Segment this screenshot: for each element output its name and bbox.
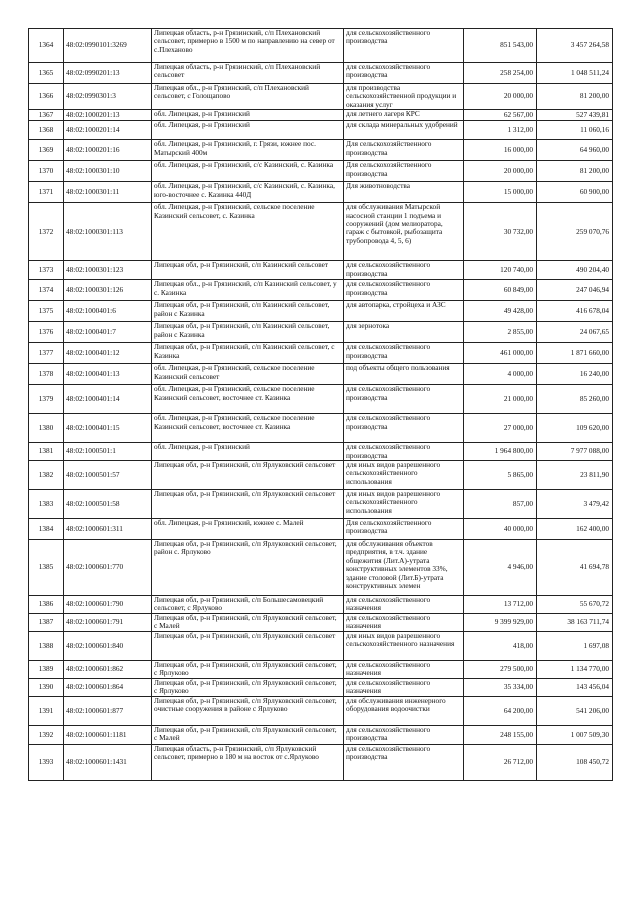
row-number-cell: 1380 (29, 414, 64, 443)
cadastral-number-cell: 48:02:1000201:13 (64, 110, 152, 121)
area-value-cell: 20 000,00 (464, 84, 537, 110)
cadastral-number-cell: 48:02:1000601:791 (64, 614, 152, 632)
address-cell: Липецкая область, р-н Грязинский, с/п Ярлуковский сельсовет, примерно в 180 м на восток от с.Ярлуково (152, 745, 344, 781)
cadastral-number-cell: 48:02:0990301:3 (64, 84, 152, 110)
table-row (29, 661, 613, 679)
permitted-use-cell: для иных видов разрешенного сельскохозяйственного использования (344, 461, 464, 490)
permitted-use-cell: для сельскохозяйственного производства (344, 261, 464, 280)
row-number-cell: 1372 (29, 203, 64, 261)
permitted-use-cell: для сельскохозяйственного назначения (344, 661, 464, 679)
address-cell: Липецкая обл, р-н Грязинский, с/п Ярлуковский сельсовет (152, 461, 344, 490)
row-number-cell: 1371 (29, 182, 64, 203)
row-number-cell: 1376 (29, 322, 64, 343)
area-value-cell: 1 312,00 (464, 121, 537, 140)
row-number-cell: 1390 (29, 679, 64, 697)
table-row (29, 679, 613, 697)
cadastral-value-cell: 3 479,42 (537, 490, 613, 519)
cadastral-value-cell: 60 900,00 (537, 182, 613, 203)
table-row (29, 63, 613, 84)
row-number-cell: 1384 (29, 519, 64, 540)
cadastral-number-cell: 48:02:1000601:1181 (64, 726, 152, 745)
address-cell: Липецкая область, р-н Грязинский, с/п Плехановский сельсовет, примерно в 1500 м по направлению на север от с.Плеханово (152, 29, 344, 63)
table-row (29, 280, 613, 301)
table-row (29, 364, 613, 385)
area-value-cell: 30 732,00 (464, 203, 537, 261)
cadastral-value-cell: 247 046,94 (537, 280, 613, 301)
cadastral-value-cell: 55 670,72 (537, 596, 613, 614)
address-cell: Липецкая обл, р-н Грязинский, с/п Ярлуковский сельсовет, с Ярлуково (152, 661, 344, 679)
row-number-cell: 1388 (29, 632, 64, 661)
permitted-use-cell: для производства сельскохозяйственной продукции и оказания услуг (344, 84, 464, 110)
cadastral-value-cell: 11 060,16 (537, 121, 613, 140)
address-cell: Липецкая обл, р-н Грязинский, с/п Ярлуковский сельсовет, с Ярлуково (152, 679, 344, 697)
table-row (29, 140, 613, 161)
address-cell: Липецкая обл., р-н Грязинский, с/п Казинский сельсовет, у с. Казинка (152, 280, 344, 301)
area-value-cell: 62 567,00 (464, 110, 537, 121)
cadastral-value-cell: 81 200,00 (537, 84, 613, 110)
area-value-cell: 35 334,00 (464, 679, 537, 697)
area-value-cell: 2 855,00 (464, 322, 537, 343)
cadastral-number-cell: 48:02:1000301:113 (64, 203, 152, 261)
permitted-use-cell: для сельскохозяйственного производства (344, 385, 464, 414)
area-value-cell: 279 500,00 (464, 661, 537, 679)
cadastral-value-cell: 7 977 088,00 (537, 443, 613, 461)
cadastral-value-cell: 109 620,00 (537, 414, 613, 443)
area-value-cell: 16 000,00 (464, 140, 537, 161)
permitted-use-cell: для обслуживания объектов предприятия, в т.ч. здание общежития (Лит.А)-утрата конструктивных элементов 33%, здание столовой (Лит.Б)-утрата конструктивных элемен (344, 540, 464, 596)
row-number-cell: 1387 (29, 614, 64, 632)
area-value-cell: 4 946,00 (464, 540, 537, 596)
area-value-cell: 26 712,00 (464, 745, 537, 781)
cadastral-value-cell: 3 457 264,58 (537, 29, 613, 63)
land-plots-table (28, 28, 613, 781)
cadastral-number-cell: 48:02:1000301:126 (64, 280, 152, 301)
area-value-cell: 20 000,00 (464, 161, 537, 182)
cadastral-value-cell: 143 456,04 (537, 679, 613, 697)
cadastral-number-cell: 48:02:1000401:13 (64, 364, 152, 385)
area-value-cell: 40 000,00 (464, 519, 537, 540)
row-number-cell: 1370 (29, 161, 64, 182)
cadastral-value-cell: 259 070,76 (537, 203, 613, 261)
table-row (29, 29, 613, 63)
cadastral-value-cell: 38 163 711,74 (537, 614, 613, 632)
area-value-cell: 64 200,00 (464, 697, 537, 726)
permitted-use-cell: для сельскохозяйственного производства (344, 414, 464, 443)
cadastral-number-cell: 48:02:1000601:790 (64, 596, 152, 614)
row-number-cell: 1366 (29, 84, 64, 110)
cadastral-number-cell: 48:02:0990201:13 (64, 63, 152, 84)
cadastral-number-cell: 48:02:0990101:3269 (64, 29, 152, 63)
permitted-use-cell: для сельскохозяйственного производства (344, 343, 464, 364)
row-number-cell: 1367 (29, 110, 64, 121)
area-value-cell: 15 000,00 (464, 182, 537, 203)
row-number-cell: 1385 (29, 540, 64, 596)
cadastral-number-cell: 48:02:1000201:16 (64, 140, 152, 161)
address-cell: Липецкая обл, р-н Грязинский, с/п Ярлуковский сельсовет (152, 632, 344, 661)
area-value-cell: 418,00 (464, 632, 537, 661)
address-cell: обл. Липецкая, р-н Грязинский, с/с Казинский, с. Казинка, юго-восточнее с. Казинка 440Д (152, 182, 344, 203)
row-number-cell: 1383 (29, 490, 64, 519)
address-cell: Липецкая обл, р-н Грязинский, с/п Ярлуковский сельсовет, очистные сооружения в районе с Ярлуково (152, 697, 344, 726)
table-row (29, 614, 613, 632)
cadastral-value-cell: 1 048 511,24 (537, 63, 613, 84)
cadastral-number-cell: 48:02:1000601:864 (64, 679, 152, 697)
address-cell: обл. Липецкая, р-н Грязинский, сельское поселение Казинский сельсовет, с. Казинка (152, 203, 344, 261)
table-row (29, 343, 613, 364)
table-row (29, 110, 613, 121)
permitted-use-cell: для сельскохозяйственного производства (344, 745, 464, 781)
area-value-cell: 857,00 (464, 490, 537, 519)
cadastral-number-cell: 48:02:1000401:6 (64, 301, 152, 322)
area-value-cell: 851 543,00 (464, 29, 537, 63)
row-number-cell: 1382 (29, 461, 64, 490)
table-row (29, 385, 613, 414)
cadastral-number-cell: 48:02:1000501:57 (64, 461, 152, 490)
cadastral-value-cell: 541 206,00 (537, 697, 613, 726)
address-cell: обл. Липецкая, р-н Грязинский, сельское поселение Казинский сельсовет, восточнее ст. Казинка (152, 414, 344, 443)
address-cell: Липецкая обл, р-н Грязинский, с/п Ярлуковский сельсовет, район с. Ярлуково (152, 540, 344, 596)
cadastral-number-cell: 48:02:1000601:770 (64, 540, 152, 596)
row-number-cell: 1375 (29, 301, 64, 322)
cadastral-value-cell: 416 678,04 (537, 301, 613, 322)
permitted-use-cell: для сельскохозяйственного производства (344, 29, 464, 63)
permitted-use-cell: Для сельскохозяйственного производства (344, 519, 464, 540)
area-value-cell: 21 000,00 (464, 385, 537, 414)
table-row (29, 596, 613, 614)
table-row (29, 726, 613, 745)
table-row (29, 632, 613, 661)
table-row (29, 697, 613, 726)
table-row (29, 261, 613, 280)
permitted-use-cell: для сельскохозяйственного производства (344, 443, 464, 461)
table-row (29, 301, 613, 322)
cadastral-value-cell: 24 067,65 (537, 322, 613, 343)
cadastral-number-cell: 48:02:1000601:877 (64, 697, 152, 726)
address-cell: обл. Липецкая, р-н Грязинский (152, 121, 344, 140)
table-row (29, 322, 613, 343)
row-number-cell: 1369 (29, 140, 64, 161)
land-registry-page (28, 28, 612, 781)
permitted-use-cell: для автопарка, стройцеха и АЗС (344, 301, 464, 322)
permitted-use-cell: для сельскохозяйственного производства (344, 726, 464, 745)
permitted-use-cell: для сельскохозяйственного производства (344, 63, 464, 84)
row-number-cell: 1373 (29, 261, 64, 280)
row-number-cell: 1364 (29, 29, 64, 63)
area-value-cell: 60 849,00 (464, 280, 537, 301)
table-row (29, 182, 613, 203)
row-number-cell: 1381 (29, 443, 64, 461)
permitted-use-cell: для сельскохозяйственного назначения (344, 614, 464, 632)
cadastral-value-cell: 41 694,78 (537, 540, 613, 596)
area-value-cell: 9 399 929,00 (464, 614, 537, 632)
cadastral-number-cell: 48:02:1000601:1431 (64, 745, 152, 781)
area-value-cell: 258 254,00 (464, 63, 537, 84)
cadastral-number-cell: 48:02:1000401:12 (64, 343, 152, 364)
permitted-use-cell: для склада минеральных удобрений (344, 121, 464, 140)
row-number-cell: 1393 (29, 745, 64, 781)
address-cell: обл. Липецкая, р-н Грязинский, сельское поселение Казинский сельсовет (152, 364, 344, 385)
area-value-cell: 13 712,00 (464, 596, 537, 614)
cadastral-value-cell: 1 134 770,00 (537, 661, 613, 679)
cadastral-number-cell: 48:02:1000301:123 (64, 261, 152, 280)
row-number-cell: 1389 (29, 661, 64, 679)
cadastral-value-cell: 1 871 660,00 (537, 343, 613, 364)
area-value-cell: 5 865,00 (464, 461, 537, 490)
cadastral-number-cell: 48:02:1000401:7 (64, 322, 152, 343)
table-body (29, 29, 613, 781)
cadastral-value-cell: 64 960,00 (537, 140, 613, 161)
area-value-cell: 248 155,00 (464, 726, 537, 745)
address-cell: обл. Липецкая, р-н Грязинский, с/с Казинский, с. Казинка (152, 161, 344, 182)
cadastral-number-cell: 48:02:1000301:10 (64, 161, 152, 182)
cadastral-number-cell: 48:02:1000601:862 (64, 661, 152, 679)
permitted-use-cell: для иных видов разрешенного сельскохозяйственного назначения (344, 632, 464, 661)
address-cell: Липецкая обл, р-н Грязинский, с/п Ярлуковский сельсовет, с Малей (152, 614, 344, 632)
cadastral-number-cell: 48:02:1000401:14 (64, 385, 152, 414)
permitted-use-cell: Для сельскохозяйственного производства (344, 161, 464, 182)
area-value-cell: 4 000,00 (464, 364, 537, 385)
cadastral-value-cell: 108 450,72 (537, 745, 613, 781)
cadastral-number-cell: 48:02:1000501:1 (64, 443, 152, 461)
row-number-cell: 1374 (29, 280, 64, 301)
area-value-cell: 49 428,00 (464, 301, 537, 322)
table-row (29, 745, 613, 781)
cadastral-number-cell: 48:02:1000401:15 (64, 414, 152, 443)
address-cell: обл. Липецкая, р-н Грязинский, южнее с. Малей (152, 519, 344, 540)
row-number-cell: 1377 (29, 343, 64, 364)
row-number-cell: 1379 (29, 385, 64, 414)
row-number-cell: 1365 (29, 63, 64, 84)
address-cell: Липецкая обл, р-н Грязинский, с/п Ярлуковский сельсовет, с Малей (152, 726, 344, 745)
permitted-use-cell: под объекты общего пользования (344, 364, 464, 385)
table-row (29, 121, 613, 140)
table-row (29, 443, 613, 461)
permitted-use-cell: для летнего лагеря КРС (344, 110, 464, 121)
table-row (29, 161, 613, 182)
row-number-cell: 1391 (29, 697, 64, 726)
cadastral-value-cell: 527 439,81 (537, 110, 613, 121)
row-number-cell: 1392 (29, 726, 64, 745)
cadastral-number-cell: 48:02:1000301:11 (64, 182, 152, 203)
area-value-cell: 27 000,00 (464, 414, 537, 443)
row-number-cell: 1386 (29, 596, 64, 614)
table-row (29, 461, 613, 490)
address-cell: Липецкая обл., р-н Грязинский, с/п Плехановский сельсовет, с Голощапово (152, 84, 344, 110)
area-value-cell: 1 964 800,00 (464, 443, 537, 461)
table-row (29, 203, 613, 261)
area-value-cell: 120 740,00 (464, 261, 537, 280)
permitted-use-cell: для иных видов разрешенного сельскохозяйственного использования (344, 490, 464, 519)
row-number-cell: 1368 (29, 121, 64, 140)
table-row (29, 490, 613, 519)
permitted-use-cell: для обслуживания инженерного оборудования водоочистки (344, 697, 464, 726)
address-cell: обл. Липецкая, р-н Грязинский (152, 110, 344, 121)
address-cell: Липецкая область, р-н Грязинский, с/п Плехановский сельсовет (152, 63, 344, 84)
cadastral-number-cell: 48:02:1000601:311 (64, 519, 152, 540)
address-cell: обл. Липецкая, р-н Грязинский, г. Грязи, южнее пос. Матырский 400м (152, 140, 344, 161)
address-cell: Липецкая обл, р-н Грязинский, с/п Казинский сельсовет, с Казинка (152, 343, 344, 364)
address-cell: обл. Липецкая, р-н Грязинский, сельское поселение Казинский сельсовет, восточнее ст. Казинка (152, 385, 344, 414)
cadastral-value-cell: 162 400,00 (537, 519, 613, 540)
cadastral-number-cell: 48:02:1000501:58 (64, 490, 152, 519)
address-cell: Липецкая обл, р-н Грязинский, с/п Ярлуковский сельсовет (152, 490, 344, 519)
permitted-use-cell: для зернотока (344, 322, 464, 343)
table-row (29, 519, 613, 540)
table-row (29, 414, 613, 443)
cadastral-value-cell: 81 200,00 (537, 161, 613, 182)
permitted-use-cell: Для сельскохозяйственного производства (344, 140, 464, 161)
address-cell: Липецкая обл, р-н Грязинский, с/п Казинский сельсовет (152, 261, 344, 280)
table-row (29, 84, 613, 110)
permitted-use-cell: для сельскохозяйственного назначения (344, 596, 464, 614)
row-number-cell: 1378 (29, 364, 64, 385)
address-cell: Липецкая обл, р-н Грязинский, с/п Большесамовецкий сельсовет, с Ярлуково (152, 596, 344, 614)
cadastral-value-cell: 490 204,40 (537, 261, 613, 280)
cadastral-value-cell: 23 811,90 (537, 461, 613, 490)
cadastral-number-cell: 48:02:1000601:840 (64, 632, 152, 661)
cadastral-value-cell: 16 240,00 (537, 364, 613, 385)
table-row (29, 540, 613, 596)
permitted-use-cell: Для животноводства (344, 182, 464, 203)
address-cell: обл. Липецкая, р-н Грязинский (152, 443, 344, 461)
cadastral-number-cell: 48:02:1000201:14 (64, 121, 152, 140)
permitted-use-cell: для обслуживания Матырской насосной станции 1 подъема и сооружений (дом мелиоратора, гараж с бытовкой, рыбозащита трубопровода 4, 5, 6) (344, 203, 464, 261)
permitted-use-cell: для сельскохозяйственного назначения (344, 679, 464, 697)
cadastral-value-cell: 1 007 509,30 (537, 726, 613, 745)
cadastral-value-cell: 1 697,08 (537, 632, 613, 661)
area-value-cell: 461 000,00 (464, 343, 537, 364)
cadastral-value-cell: 85 260,00 (537, 385, 613, 414)
address-cell: Липецкая обл, р-н Грязинский, с/п Казинский сельсовет, район с Казинка (152, 322, 344, 343)
permitted-use-cell: для сельскохозяйственного производства (344, 280, 464, 301)
address-cell: Липецкая обл, р-н Грязинский, с/п Казинский сельсовет, район с Казинка (152, 301, 344, 322)
